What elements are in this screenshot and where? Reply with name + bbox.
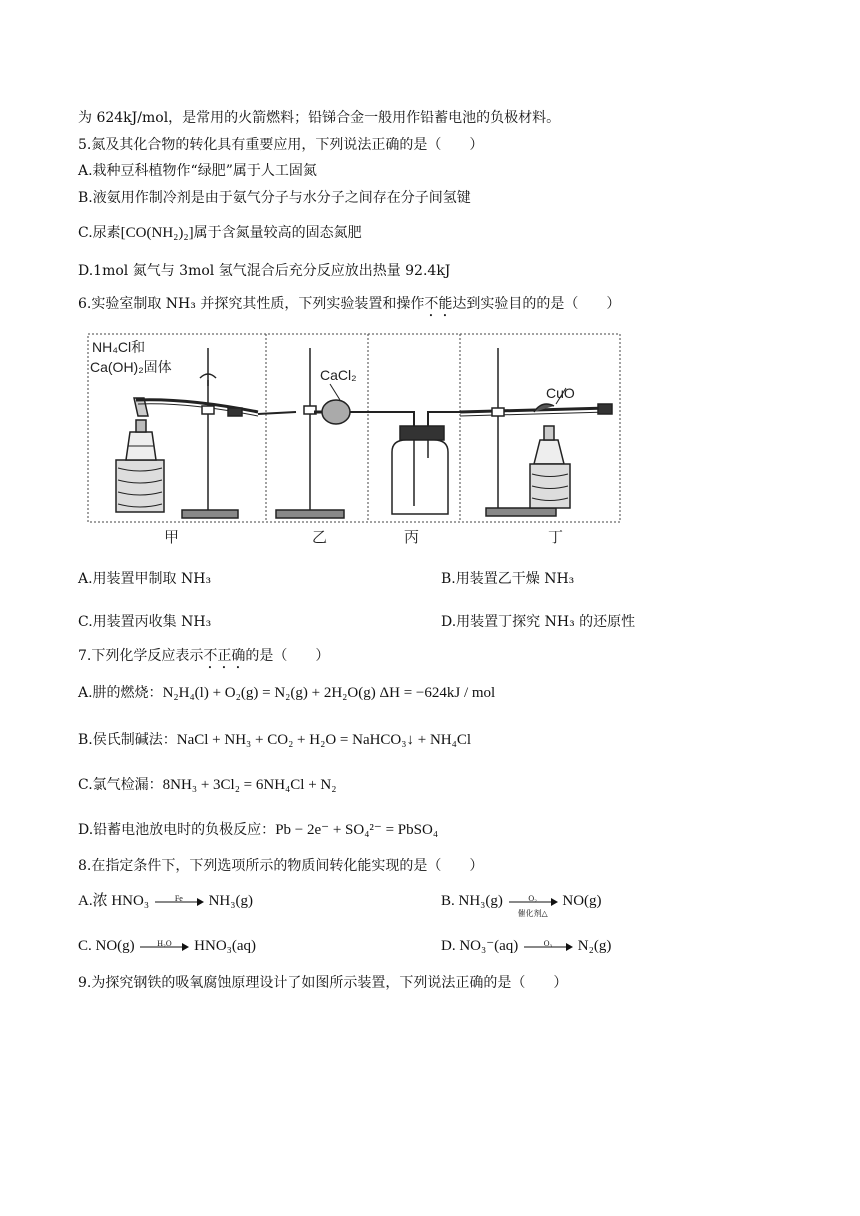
q5-option-b: B.液氨用作制冷剂是由于氨气分子与水分子之间存在分子间氢键 [78,190,471,206]
q6-stem-emph: 不能 [424,296,453,312]
q8-option-a-arrow-top: Fe [174,893,183,903]
q8-option-c-right: HNO₃(aq) [194,938,257,954]
q8-option-c-arrow-top: H₂O [157,938,172,948]
q7-option-b-label: B.侯氏制碱法： [78,732,177,748]
q8-option-d-left: D. NO₃⁻(aq) [441,938,519,954]
q7-stem-suffix: 的是（ ） [245,648,330,664]
label-reagent-1: NH₄Cl和 [92,339,146,355]
q7-stem-emph: 不正确 [203,648,246,664]
apparatus-ding [460,348,612,516]
q6-stem [78,294,620,320]
q6-option-d: D.用装置丁探究 NH₃ 的还原性 [441,614,636,630]
q5-stem: 5.氮及其化合物的转化具有重要应用，下列说法正确的是（ ） [78,137,484,153]
q6-option-a: A.用装置甲制取 NH₃ [78,571,212,587]
q7-option-a [78,683,495,703]
q8-option-d-arrow [522,937,574,957]
q5-option-a: A.栽种豆科植物作“绿肥”属于人工固氮 [78,163,317,179]
q5-option-c-suffix: 属于含氮量较高的固态氮肥 [193,225,362,241]
q6-option-c: C.用装置丙收集 NH₃ [78,614,212,630]
q8-option-b-right: NO(g) [562,893,602,909]
label-cacl2: CaCl₂ [320,367,357,383]
q7-option-a-equation: N₂H₄(l) + O₂(g) = N₂(g) + 2H₂O(g) ΔH = −624kJ / mol [162,685,496,701]
q7-option-b-equation: NaCl + NH₃ + CO₂ + H₂O = NaHCO₃↓ + NH₄Cl [176,732,472,748]
q8-option-b [441,891,602,918]
q5-option-d: D.1mol 氮气与 3mol 氢气混合后充分反应放出热量 92.4kJ [78,263,451,279]
q5-option-c-prefix: C.尿素 [78,225,121,241]
q8-option-c [78,936,256,957]
caption-bing: 丙 [404,528,420,546]
q8-option-b-left: B. NH₃(g) [441,893,503,909]
q6-stem-prefix: 6.实验室制取 NH₃ 并探究其性质，下列实验装置和操作 [78,296,425,312]
q7-option-a-label: A.肼的燃烧： [78,685,163,701]
q9-stem: 9.为探究钢铁的吸氧腐蚀原理设计了如图所示装置，下列说法正确的是（ ） [78,975,568,991]
q8-option-b-arrow-top: O₂ [528,893,537,903]
q7-option-d [78,820,438,840]
q7-stem [78,646,329,672]
q5-option-c-formula: [CO(NH₂)₂] [120,225,194,241]
q7-option-d-equation: Pb − 2e⁻ + SO₄²⁻ = PbSO₄ [275,822,439,838]
q8-option-a [78,891,253,912]
q8-option-c-arrow [138,937,190,957]
q7-option-c [78,775,336,795]
q8-option-d [441,936,611,957]
q8-option-d-right: N₂(g) [577,938,612,954]
label-cuo: CuO [546,385,575,401]
caption-jia: 甲 [164,528,180,546]
q8-option-b-arrow [507,892,559,918]
q6-option-b: B.用装置乙干燥 NH₃ [441,571,575,587]
q8-option-c-left: C. NO(g) [78,938,135,954]
q7-option-c-equation: 8NH₃ + 3Cl₂ = 6NH₄Cl + N₂ [162,777,337,793]
caption-yi: 乙 [312,528,328,546]
intro-text: 为 624kJ/mol，是常用的火箭燃料；铅锑合金一般用作铅蓄电池的负极材料。 [78,110,561,126]
q8-option-a-left: A.浓 HNO₃ [78,893,150,909]
caption-ding: 丁 [548,528,564,546]
q8-option-d-arrow-top: O₃ [543,938,553,948]
q8-option-b-arrow-bottom: 催化剂△ [517,908,548,918]
q8-stem: 8.在指定条件下，下列选项所示的物质间转化能实现的是（ ） [78,858,484,874]
apparatus-bing [378,412,460,514]
q8-option-a-right: NH₃(g) [208,893,253,909]
q7-option-d-label: D.铅蓄电池放电时的负极反应： [78,822,276,838]
lab-apparatus-figure [78,328,624,550]
q7-option-b [78,730,471,750]
q7-option-c-label: C.氯气检漏： [78,777,163,793]
q8-option-a-arrow [153,892,205,912]
q7-stem-prefix: 7.下列化学反应表示 [78,648,204,664]
label-reagent-2: Ca(OH)₂固体 [90,359,172,375]
q6-stem-suffix: 达到实验目的的是（ ） [452,296,621,312]
q5-option-c [78,223,362,243]
